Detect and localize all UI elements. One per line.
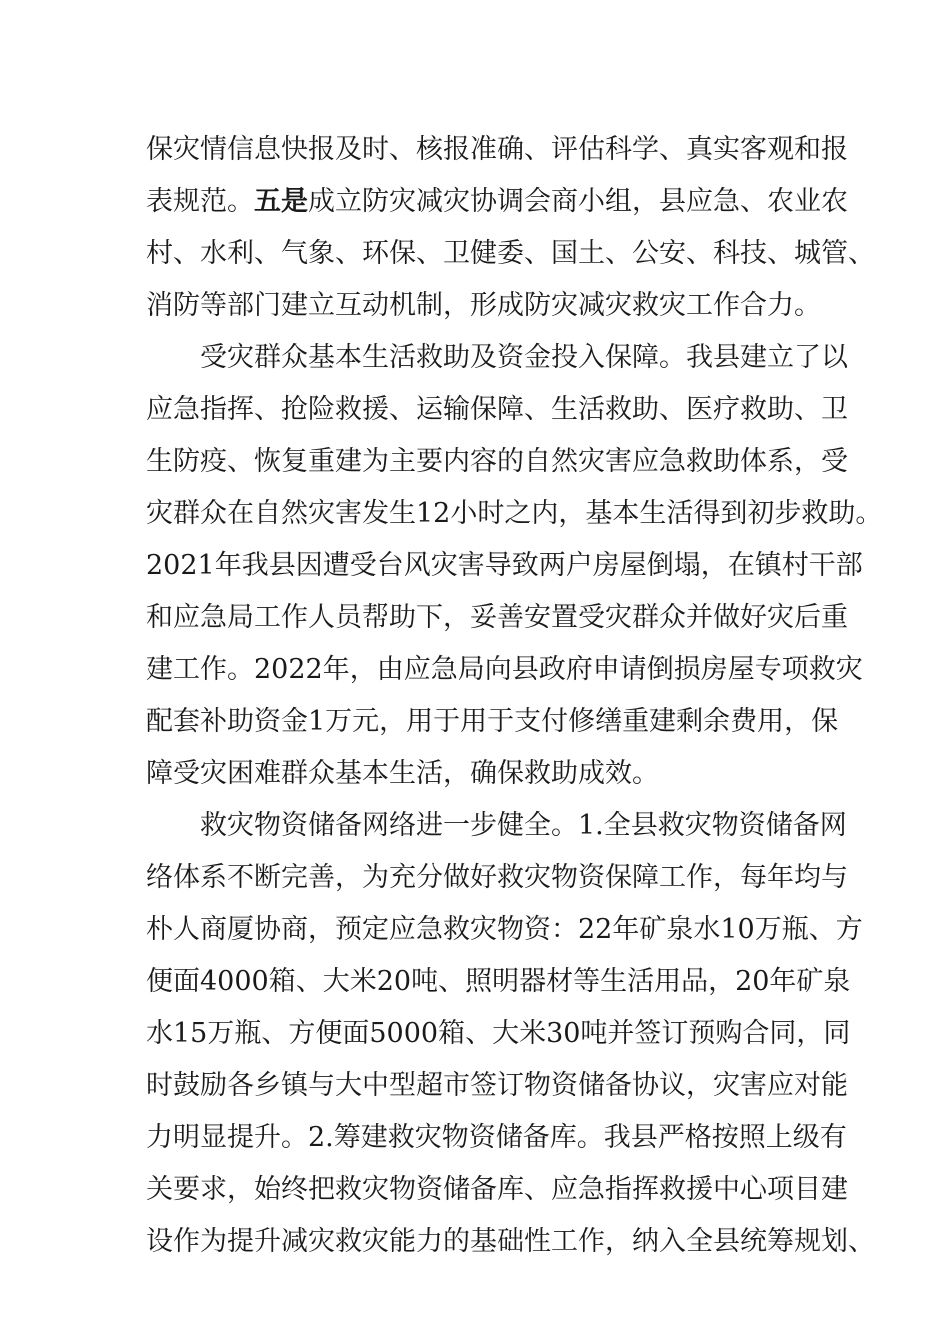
text-segment: 表规范。 bbox=[146, 186, 254, 217]
text-line bbox=[0, 130, 950, 170]
text-segment: 便面4000箱、大米20吨、照明器材等生活用品，20年矿泉 bbox=[146, 966, 851, 997]
text-line bbox=[0, 650, 950, 690]
text-line bbox=[0, 1222, 950, 1262]
text-segment: 关要求，始终把救灾物资储备库、应急指挥救援中心项目建 bbox=[146, 1174, 848, 1205]
text-segment: 消防等部门建立互动机制，形成防灾减灾救灾工作合力。 bbox=[146, 290, 821, 321]
text-segment: 生防疫、恢复重建为主要内容的自然灾害应急救助体系，受 bbox=[146, 446, 848, 477]
text-line bbox=[0, 442, 950, 482]
text-line bbox=[0, 962, 950, 1002]
text-segment: 灾群众在自然灾害发生12小时之内，基本生活得到初步救助。 bbox=[146, 498, 883, 529]
text-segment: 设作为提升减灾救灾能力的基础性工作，纳入全县统筹规划、 bbox=[146, 1226, 875, 1257]
text-segment: 水15万瓶、方便面5000箱、大米30吨并签订预购合同，同 bbox=[146, 1018, 851, 1049]
text-line bbox=[0, 234, 950, 274]
text-line bbox=[0, 858, 950, 898]
text-segment: 配套补助资金1万元，用于用于支付修缮重建剩余费用，保 bbox=[146, 706, 839, 737]
text-line bbox=[0, 598, 950, 638]
text-line bbox=[0, 1066, 950, 1106]
text-segment: 2021年我县因遭受台风灾害导致两户房屋倒塌，在镇村干部 bbox=[146, 550, 863, 581]
text-segment: 建工作。2022年，由应急局向县政府申请倒损房屋专项救灾 bbox=[146, 654, 863, 685]
text-line bbox=[0, 1014, 950, 1054]
text-segment: 时鼓励各乡镇与大中型超市签订物资储备协议，灾害应对能 bbox=[146, 1070, 848, 1101]
text-line bbox=[0, 1170, 950, 1210]
text-line bbox=[0, 910, 950, 950]
text-segment: 救灾物资储备网络进一步健全。1.全县救灾物资储备网 bbox=[200, 810, 847, 841]
text-segment: 保灾情信息快报及时、核报准确、评估科学、真实客观和报 bbox=[146, 134, 848, 165]
text-segment: 障受灾困难群众基本生活，确保救助成效。 bbox=[146, 758, 659, 789]
text-line bbox=[0, 702, 950, 742]
text-segment: 力明显提升。2.筹建救灾物资储备库。我县严格按照上级有 bbox=[146, 1122, 847, 1153]
text-segment: 村、水利、气象、环保、卫健委、国土、公安、科技、城管、 bbox=[146, 238, 875, 269]
paragraph-first-line bbox=[0, 806, 950, 846]
text-line bbox=[0, 1118, 950, 1158]
text-line bbox=[0, 286, 950, 326]
text-segment: 受灾群众基本生活救助及资金投入保障。我县建立了以 bbox=[200, 342, 848, 373]
paragraph-first-line bbox=[0, 338, 950, 378]
text-segment: 成立防灾减灾协调会商小组，县应急、农业农 bbox=[308, 186, 848, 217]
text-segment: 朴人商厦协商，预定应急救灾物资：22年矿泉水10万瓶、方 bbox=[146, 914, 863, 945]
text-line bbox=[0, 182, 950, 222]
text-line bbox=[0, 546, 950, 586]
bold-text-segment: 五是 bbox=[254, 186, 308, 217]
text-line bbox=[0, 494, 950, 534]
text-segment: 络体系不断完善，为充分做好救灾物资保障工作，每年均与 bbox=[146, 862, 848, 893]
text-line bbox=[0, 390, 950, 430]
text-segment: 应急指挥、抢险救援、运输保障、生活救助、医疗救助、卫 bbox=[146, 394, 848, 425]
text-segment: 和应急局工作人员帮助下，妥善安置受灾群众并做好灾后重 bbox=[146, 602, 848, 633]
text-line bbox=[0, 754, 950, 794]
